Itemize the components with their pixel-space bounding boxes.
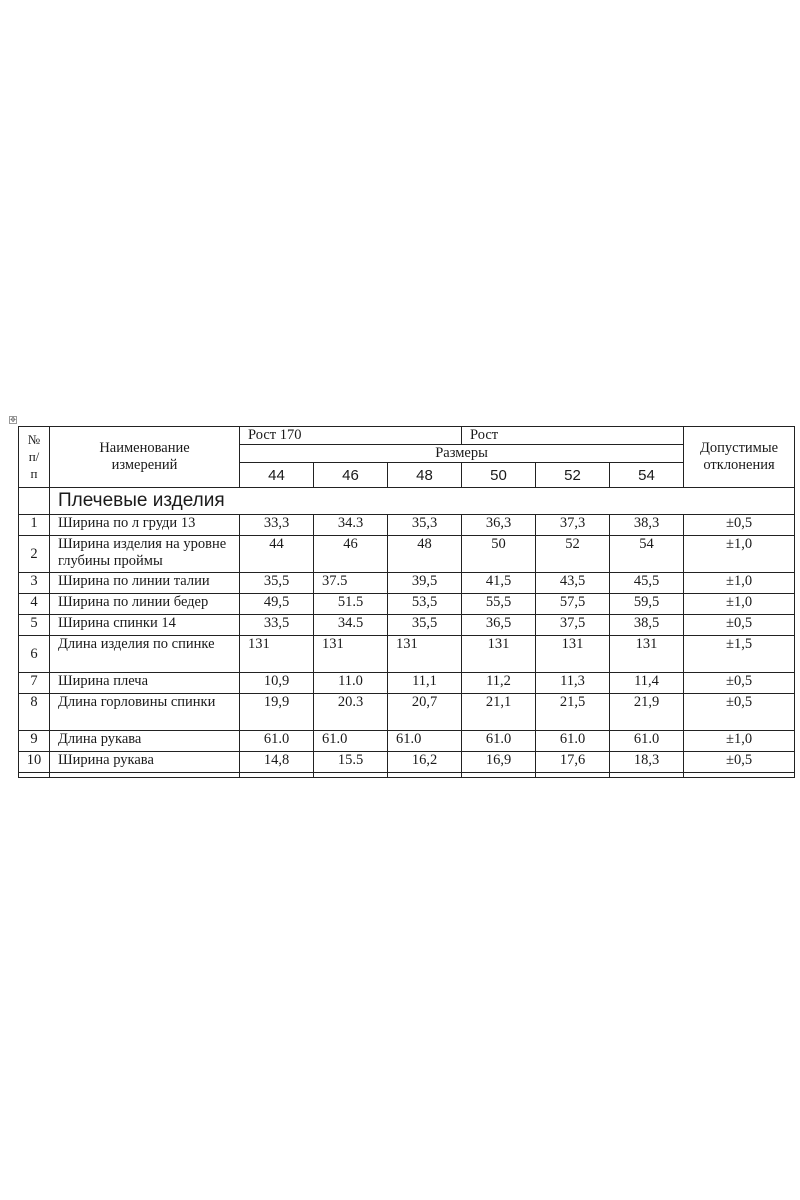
header-sizes: Размеры [240, 445, 684, 463]
row-value: 11,4 [610, 673, 684, 694]
table-row [19, 752, 795, 773]
row-value: 131 [240, 636, 314, 673]
row-value: 55,5 [462, 594, 536, 615]
size-52: 52 [536, 463, 610, 488]
row-value: 61.0 [240, 731, 314, 752]
row-number: 1 [19, 515, 50, 536]
row-name: Ширина спинки 14 [50, 615, 240, 636]
table-row [19, 536, 795, 573]
row-value: 43,5 [536, 573, 610, 594]
header-row-height [19, 427, 795, 445]
header-name-line-1: Наименование [99, 440, 190, 456]
row-name: Ширина плеча [50, 673, 240, 694]
row-value: 18,3 [610, 752, 684, 773]
row-value: 131 [388, 636, 462, 673]
row-value: 20,7 [388, 694, 462, 731]
row-value: 34.3 [314, 515, 388, 536]
header-height-2: Рост [462, 427, 684, 445]
row-number: 6 [19, 636, 50, 673]
header-tolerance-line-1: Допустимые [700, 440, 779, 456]
row-tolerance: ±0,5 [684, 694, 795, 731]
row-value: 61.0 [610, 731, 684, 752]
size-50: 50 [462, 463, 536, 488]
row-value: 11,3 [536, 673, 610, 694]
header-number-line-3: п [30, 466, 38, 481]
row-value: 131 [610, 636, 684, 673]
row-value: 48 [388, 536, 462, 573]
row-tolerance: ±1,0 [684, 731, 795, 752]
row-value: 44 [240, 536, 314, 573]
row-value: 10,9 [240, 673, 314, 694]
row-value: 11.0 [314, 673, 388, 694]
size-54: 54 [610, 463, 684, 488]
table-row [19, 731, 795, 752]
header-name-line-2: измерений [111, 457, 178, 473]
section-row [19, 488, 795, 515]
row-value: 50 [462, 536, 536, 573]
row-value: 21,9 [610, 694, 684, 731]
empty-cell [610, 773, 684, 778]
row-value: 41,5 [462, 573, 536, 594]
empty-cell [388, 773, 462, 778]
row-value: 35,5 [240, 573, 314, 594]
row-value: 51.5 [314, 594, 388, 615]
row-value: 61.0 [462, 731, 536, 752]
row-value: 16,2 [388, 752, 462, 773]
row-value: 52 [536, 536, 610, 573]
row-value: 49,5 [240, 594, 314, 615]
row-value: 61.0 [536, 731, 610, 752]
row-value: 131 [314, 636, 388, 673]
table-row [19, 594, 795, 615]
row-name: Ширина по линии талии [50, 573, 240, 594]
row-value: 21,1 [462, 694, 536, 731]
row-number: 9 [19, 731, 50, 752]
row-value: 36,5 [462, 615, 536, 636]
row-value: 34.5 [314, 615, 388, 636]
row-value: 131 [536, 636, 610, 673]
row-value: 38,3 [610, 515, 684, 536]
row-tolerance: ±0,5 [684, 752, 795, 773]
row-value: 33,5 [240, 615, 314, 636]
row-value: 39,5 [388, 573, 462, 594]
row-value: 131 [462, 636, 536, 673]
row-tolerance: ±1,5 [684, 636, 795, 673]
row-value: 61.0 [388, 731, 462, 752]
row-value: 37,5 [536, 615, 610, 636]
row-value: 46 [314, 536, 388, 573]
row-number: 8 [19, 694, 50, 731]
row-value: 45,5 [610, 573, 684, 594]
row-name: Ширина по л груди 13 [50, 515, 240, 536]
empty-cell [240, 773, 314, 778]
row-tolerance: ±1,0 [684, 573, 795, 594]
row-tolerance: ±0,5 [684, 515, 795, 536]
header-tolerance-line-2: отклонения [703, 457, 775, 473]
row-value: 19,9 [240, 694, 314, 731]
row-name: Длина горловины спинки [50, 694, 240, 731]
row-value: 36,3 [462, 515, 536, 536]
empty-cell [50, 773, 240, 778]
row-value: 20.3 [314, 694, 388, 731]
empty-cell [536, 773, 610, 778]
table-row-continuation [19, 773, 795, 778]
row-value: 35,5 [388, 615, 462, 636]
row-name: Длина рукава [50, 731, 240, 752]
header-measurement-name [50, 427, 240, 488]
row-name: Длина изделия по спинке [50, 636, 240, 673]
row-value: 57,5 [536, 594, 610, 615]
empty-cell [314, 773, 388, 778]
size-48: 48 [388, 463, 462, 488]
table-row [19, 636, 795, 673]
row-value: 15.5 [314, 752, 388, 773]
section-title: Плечевые изделия [50, 488, 795, 515]
row-number: 2 [19, 536, 50, 573]
row-name: Ширина по линии бедер [50, 594, 240, 615]
table-row [19, 515, 795, 536]
row-tolerance: ±1,0 [684, 594, 795, 615]
empty-cell [684, 773, 795, 778]
measurements-table [18, 426, 795, 778]
row-value: 61.0 [314, 731, 388, 752]
table-move-handle-icon[interactable]: ✥ [10, 416, 16, 424]
empty-cell [19, 773, 50, 778]
table-row [19, 673, 795, 694]
header-number-line-2: п/ [28, 449, 40, 464]
row-name: Ширина рукава [50, 752, 240, 773]
row-name: Ширина изделия на уровне глубины проймы [50, 536, 240, 573]
row-value: 37,3 [536, 515, 610, 536]
header-number-line-1: № [27, 432, 41, 447]
row-value: 14,8 [240, 752, 314, 773]
header-number [19, 427, 50, 488]
row-number: 7 [19, 673, 50, 694]
row-value: 33,3 [240, 515, 314, 536]
row-value: 38,5 [610, 615, 684, 636]
row-number: 4 [19, 594, 50, 615]
row-value: 37.5 [314, 573, 388, 594]
row-number: 3 [19, 573, 50, 594]
row-tolerance: ±0,5 [684, 673, 795, 694]
section-empty-cell [19, 488, 50, 515]
row-value: 11,2 [462, 673, 536, 694]
size-44: 44 [240, 463, 314, 488]
table-row [19, 694, 795, 731]
header-tolerance [684, 427, 795, 488]
row-tolerance: ±1,0 [684, 536, 795, 573]
row-number: 10 [19, 752, 50, 773]
empty-cell [462, 773, 536, 778]
row-value: 35,3 [388, 515, 462, 536]
row-value: 53,5 [388, 594, 462, 615]
row-value: 21,5 [536, 694, 610, 731]
row-value: 59,5 [610, 594, 684, 615]
table-row [19, 573, 795, 594]
header-height-170: Рост 170 [240, 427, 462, 445]
row-number: 5 [19, 615, 50, 636]
row-value: 17,6 [536, 752, 610, 773]
table-row [19, 615, 795, 636]
row-tolerance: ±0,5 [684, 615, 795, 636]
row-value: 16,9 [462, 752, 536, 773]
row-value: 11,1 [388, 673, 462, 694]
size-46: 46 [314, 463, 388, 488]
row-value: 54 [610, 536, 684, 573]
